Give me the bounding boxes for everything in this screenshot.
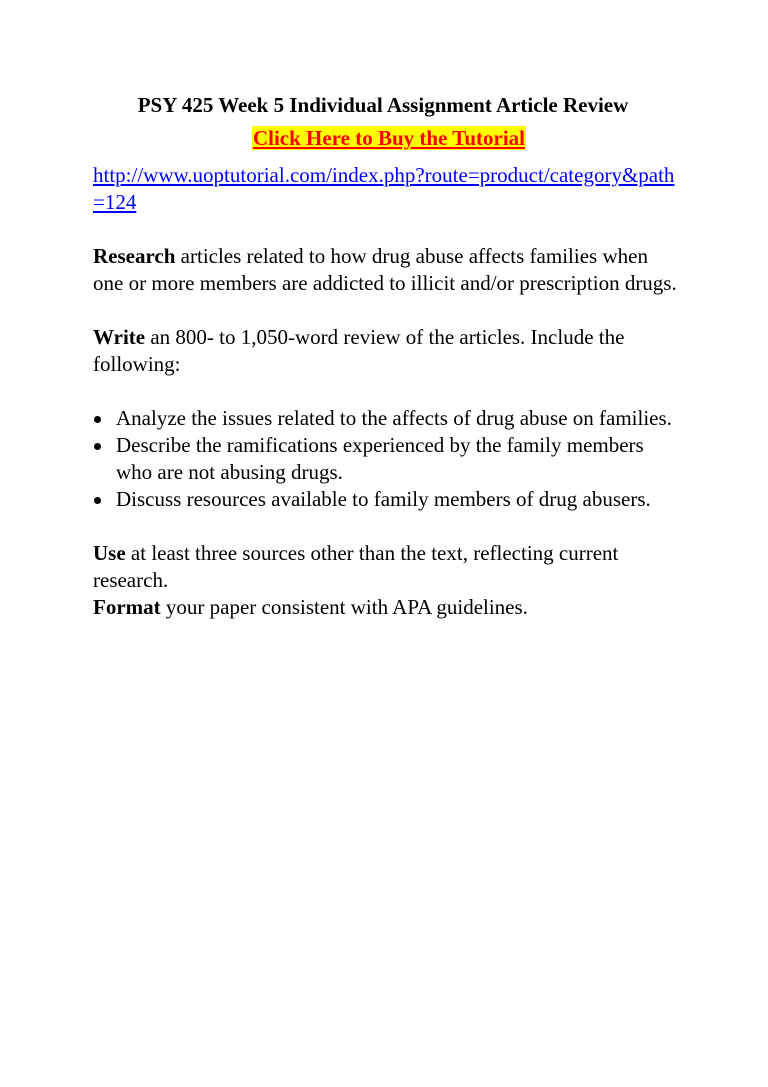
document-title: PSY 425 Week 5 Individual Assignment Article Review bbox=[137, 93, 629, 117]
bullet-icon bbox=[94, 416, 101, 423]
document-page bbox=[93, 92, 683, 621]
use-lead: Use bbox=[93, 541, 126, 565]
bullet-icon bbox=[94, 443, 101, 450]
write-text: an 800- to 1,050-word review of the articles. Include the following: bbox=[93, 325, 625, 376]
buy-tutorial-link[interactable]: Click Here to Buy the Tutorial bbox=[252, 126, 526, 150]
write-lead: Write bbox=[93, 325, 146, 349]
list-item bbox=[93, 432, 683, 486]
bullet-icon bbox=[94, 497, 101, 504]
research-paragraph bbox=[93, 243, 683, 297]
tutorial-url-link[interactable]: http://www.uoptutorial.com/index.php?route=product/category&path=124 bbox=[93, 163, 675, 214]
list-item-text: Describe the ramifications experienced by the family members who are not abusing drugs. bbox=[116, 433, 644, 484]
format-lead: Format bbox=[93, 595, 161, 619]
use-text: at least three sources other than the text, reflecting current research. bbox=[93, 541, 619, 592]
research-lead: Research bbox=[93, 244, 176, 268]
list-item-text: Analyze the issues related to the affects of drug abuse on families. bbox=[116, 406, 672, 430]
research-text: articles related to how drug abuse affects families when one or more members are addicted to illicit and/or prescription drugs. bbox=[93, 244, 677, 295]
write-paragraph bbox=[93, 324, 683, 378]
cta-container bbox=[93, 125, 683, 152]
list-item bbox=[93, 405, 683, 432]
format-paragraph bbox=[93, 594, 683, 621]
list-item bbox=[93, 486, 683, 513]
requirements-list bbox=[93, 405, 683, 513]
format-text: your paper consistent with APA guidelines. bbox=[160, 595, 528, 619]
use-paragraph bbox=[93, 540, 683, 594]
list-item-text: Discuss resources available to family members of drug abusers. bbox=[116, 487, 651, 511]
